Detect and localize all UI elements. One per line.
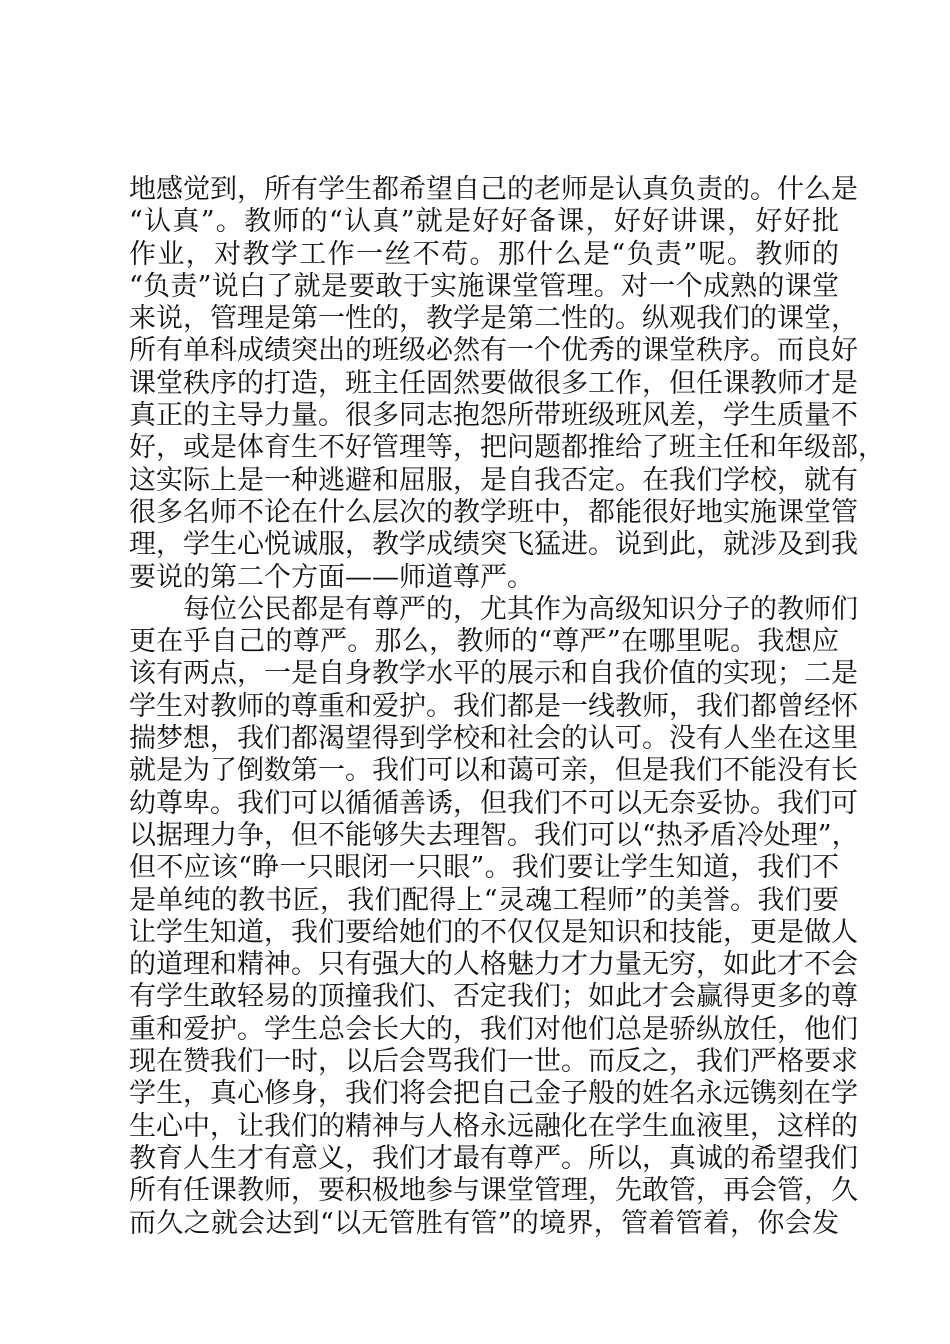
text-line: 的道理和精神。只有强大的人格魅力才力量无穷，如此才不会: [129, 949, 858, 981]
text-line: 所有单科成绩突出的班级必然有一个优秀的课堂秩序。而良好: [129, 335, 858, 367]
text-line: 生心中，让我们的精神与人格永远融化在学生血液里，这样的: [129, 1110, 858, 1142]
text-line: 现在赞我们一时，以后会骂我们一世。而反之，我们严格要求: [129, 1046, 858, 1078]
text-line: “负责”说白了就是要敢于实施课堂管理。对一个成熟的课堂: [129, 270, 839, 302]
text-line: 理，学生心悦诚服，教学成绩突飞猛进。说到此，就涉及到我: [129, 529, 858, 561]
text-line: 很多名师不论在什么层次的教学班中，都能很好地实施课堂管: [129, 496, 858, 528]
text-line: 这实际上是一种逃避和屈服，是自我否定。在我们学校，就有: [129, 464, 858, 496]
text-line: 学生对教师的尊重和爱护。我们都是一线教师，我们都曾经怀: [129, 690, 858, 722]
text-line: 揣梦想，我们都渴望得到学校和社会的认可。没有人坐在这里: [129, 723, 858, 755]
text-line: 就是为了倒数第一。我们可以和蔼可亲，但是我们不能没有长: [129, 755, 858, 787]
text-line: 教育人生才有意义，我们才最有尊严。所以，真诚的希望我们: [129, 1142, 858, 1174]
text-line: 有学生敢轻易的顶撞我们、否定我们；如此才会赢得更多的尊: [129, 981, 858, 1013]
text-line: 课堂秩序的打造，班主任固然要做很多工作，但任课教师才是: [129, 367, 858, 399]
text-line: 来说，管理是第一性的，教学是第二性的。纵观我们的课堂，: [129, 303, 858, 335]
text-line: 但不应该“睁一只眼闭一只眼”。我们要让学生知道，我们不: [129, 852, 839, 884]
text-line: 而久之就会达到“以无管胜有管”的境界，管着管着，你会发: [129, 1207, 839, 1239]
text-line: 作业，对教学工作一丝不苟。那什么是“负责”呢。教师的: [129, 238, 839, 270]
body-text: [129, 174, 885, 1240]
paragraph-end-line: 要说的第二个方面——师道尊严。: [129, 561, 534, 593]
text-line: 真正的主导力量。很多同志抱怨所带班级班风差，学生质量不: [129, 400, 858, 432]
text-line: 所有任课教师，要积极地参与课堂管理，先敢管，再会管，久: [129, 1175, 858, 1207]
paragraph-start-line: 每位公民都是有尊严的，尤其作为高级知识分子的教师们: [183, 593, 858, 625]
text-line: 幼尊卑。我们可以循循善诱，但我们不可以无奈妥协。我们可: [129, 787, 858, 819]
text-line: 更在乎自己的尊严。那么，教师的“尊严”在哪里呢。我想应: [129, 626, 839, 658]
text-line: 该有两点，一是自身教学水平的展示和自我价值的实现；二是: [129, 658, 858, 690]
text-line: 好，或是体育生不好管理等，把问题都推给了班主任和年级部，: [129, 432, 885, 464]
text-line: 让学生知道，我们要给她们的不仅仅是知识和技能，更是做人: [129, 916, 858, 948]
text-line: 学生，真心修身，我们将会把自己金子般的姓名永远镌刻在学: [129, 1078, 858, 1110]
text-line: 是单纯的教书匠，我们配得上“灵魂工程师”的美誉。我们要: [129, 884, 839, 916]
text-line: “认真”。教师的“认真”就是好好备课，好好讲课，好好批: [129, 206, 839, 238]
text-line: 重和爱护。学生总会长大的，我们对他们总是骄纵放任，他们: [129, 1013, 858, 1045]
text-line: 以据理力争，但不能够失去理智。我们可以“热矛盾冷处理”，: [129, 819, 859, 851]
text-line: 地感觉到，所有学生都希望自己的老师是认真负责的。什么是: [129, 174, 858, 205]
